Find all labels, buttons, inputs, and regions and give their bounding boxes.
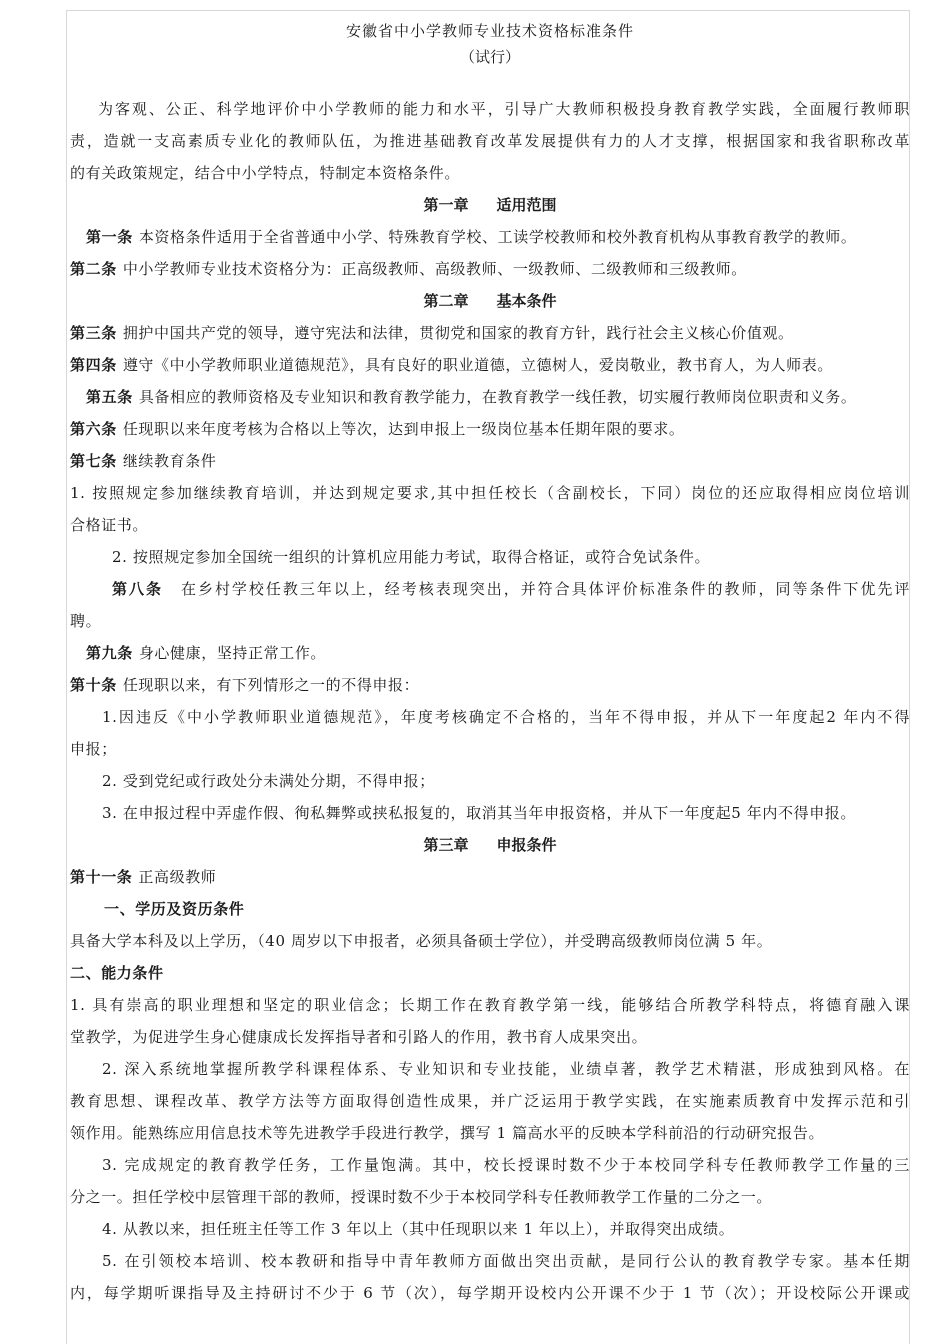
chapter-2-heading xyxy=(70,285,910,317)
capability-2-line-1: 2. 深入系统地掌握所教学科课程体系、专业知识和专业技能，业绩卓著，教学艺术精湛，形成独到风格。在 xyxy=(102,1060,910,1078)
article-6-label: 第六条 xyxy=(70,420,117,438)
article-8-text: 在乡村学校任教三年以上，经考核表现突出，并符合具体评价标准条件的教师，同等条件下优先评 xyxy=(180,580,910,598)
capability-1-line-2: 堂教学，为促进学生身心健康成长发挥指导者和引路人的作用，教书育人成果突出。 xyxy=(70,1028,648,1046)
article-9-label: 第九条 xyxy=(86,644,133,662)
article-7-text: 继续教育条件 xyxy=(122,452,217,470)
article-9 xyxy=(86,637,910,669)
article-11-label: 第十一条 xyxy=(70,868,133,886)
article-11 xyxy=(70,861,910,893)
article-10-label: 第十条 xyxy=(70,676,117,694)
article-1 xyxy=(86,221,910,253)
article-7-item-1-line-2: 合格证书。 xyxy=(70,516,149,534)
article-8-cont: 聘。 xyxy=(70,612,102,630)
document-subtitle: （试行） xyxy=(459,48,520,66)
article-1-label: 第一条 xyxy=(86,228,133,246)
article-7-item-2: 2. 按照规定参加全国统一组织的计算机应用能力考试，取得合格证，或符合免试条件。 xyxy=(112,548,711,566)
article-10 xyxy=(70,669,910,701)
article-5 xyxy=(86,381,910,413)
article-3-label: 第三条 xyxy=(70,324,117,342)
chapter-3-name: 申报条件 xyxy=(496,836,557,854)
chapter-1-heading xyxy=(70,189,910,221)
article-10-item-2: 2. 受到党纪或行政处分未满处分期，不得申报； xyxy=(102,772,435,790)
capability-5-line-1: 5. 在引领校本培训、校本教研和指导中青年教师方面做出突出贡献，是同行公认的教育教学专家。基本任期 xyxy=(102,1252,910,1270)
article-10-item-3: 3. 在申报过程中弄虚作假、徇私舞弊或挟私报复的，取消其当年申报资格，并从下一年度起5 年内不得申报。 xyxy=(102,804,856,822)
article-3-text: 拥护中国共产党的领导，遵守宪法和法律，贯彻党和国家的教育方针，践行社会主义核心价值观。 xyxy=(122,324,794,342)
chapter-2-name: 基本条件 xyxy=(496,292,557,310)
chapter-3-heading xyxy=(70,829,910,861)
article-6 xyxy=(70,413,910,445)
chapter-3-label: 第三章 xyxy=(423,836,469,854)
chapter-2-label: 第二章 xyxy=(423,292,469,310)
capability-2-line-2: 教育思想、课程改革、教学方法等方面取得创造性成果，并广泛运用于教学实践，在实施素质教育中发挥示范和引 xyxy=(70,1092,910,1110)
capability-1-line-1: 1. 具有崇高的职业理想和坚定的职业信念；长期工作在教育教学第一线，能够结合所教学科特点，将德育融入课 xyxy=(70,996,910,1014)
article-5-label: 第五条 xyxy=(86,388,133,406)
article-4-label: 第四条 xyxy=(70,356,117,374)
section-1-heading: 一、学历及资历条件 xyxy=(104,900,245,918)
article-7 xyxy=(70,445,910,477)
article-7-item-1-line-1: 1. 按照规定参加继续教育培训，并达到规定要求,其中担任校长（含副校长，下同）岗位的还应取得相应岗位培训 xyxy=(70,484,910,502)
article-5-text: 具备相应的教师资格及专业知识和教育教学能力，在教育教学一线任教，切实履行教师岗位职责和义务。 xyxy=(138,388,857,406)
capability-3-line-2: 分之一。担任学校中层管理干部的教师，授课时数不少于本校同学科专任教师教学工作量的二分之一。 xyxy=(70,1188,773,1206)
capability-4: 4. 从教以来，担任班主任等工作 3 年以上（其中任现职以来 1 年以上），并取得突出成绩。 xyxy=(102,1220,735,1238)
intro-line-3: 的有关政策规定，结合中小学特点，特制定本资格条件。 xyxy=(70,164,461,182)
article-4 xyxy=(70,349,910,381)
capability-2-line-3: 领作用。能熟练应用信息技术等先进教学手段进行教学，撰写 1 篇高水平的反映本学科前沿的行动研究报告。 xyxy=(70,1124,825,1142)
article-2-label: 第二条 xyxy=(70,260,117,278)
article-10-text: 任现职以来，有下列情形之一的不得申报： xyxy=(122,676,420,694)
article-8-label: 第八条 xyxy=(112,580,163,598)
article-9-text: 身心健康，坚持正常工作。 xyxy=(138,644,327,662)
capability-3-line-1: 3. 完成规定的教育教学任务，工作量饱满。其中，校长授课时数不少于本校同学科专任教师教学工作量的三 xyxy=(102,1156,910,1174)
article-8 xyxy=(112,573,910,605)
article-2-text: 中小学教师专业技术资格分为：正高级教师、高级教师、一级教师、二级教师和三级教师。 xyxy=(122,260,747,278)
chapter-1-label: 第一章 xyxy=(423,196,469,214)
article-10-item-1-line-1: 1.因违反《中小学教师职业道德规范》，年度考核确定不合格的，当年不得申报，并从下一年度起2 年内不得 xyxy=(102,708,910,726)
article-3 xyxy=(70,317,910,349)
document-title: 安徽省中小学教师专业技术资格标准条件 xyxy=(345,22,634,40)
article-11-text: 正高级教师 xyxy=(138,868,217,886)
article-4-text: 遵守《中小学教师职业道德规范》，具有良好的职业道德，立德树人，爱岗敬业，教书育人，为人师表。 xyxy=(122,356,833,374)
section-1-text: 具备大学本科及以上学历，（40 周岁以下申报者，必须具备硕士学位），并受聘高级教师岗位满 5 年。 xyxy=(70,932,773,950)
intro-line-2: 责，造就一支高素质专业化的教师队伍，为推进基础教育改革发展提供有力的人才支撑，根据国家和我省职称改革 xyxy=(70,132,910,150)
article-1-text: 本资格条件适用于全省普通中小学、特殊教育学校、工读学校教师和校外教育机构从事教育教学的教师。 xyxy=(138,228,857,246)
section-2-heading: 二、能力条件 xyxy=(70,964,164,982)
article-10-item-1-line-2: 申报； xyxy=(70,740,117,758)
intro-line-1: 为客观、公正、科学地评价中小学教师的能力和水平，引导广大教师积极投身教育教学实践，全面履行教师职 xyxy=(98,100,910,118)
article-2 xyxy=(70,253,910,285)
article-6-text: 任现职以来年度考核为合格以上等次，达到申报上一级岗位基本任期年限的要求。 xyxy=(122,420,685,438)
chapter-1-name: 适用范围 xyxy=(496,196,557,214)
article-7-label: 第七条 xyxy=(70,452,117,470)
capability-5-line-2: 内，每学期听课指导及主持研讨不少于 6 节（次），每学期开设校内公开课不少于 1 节（次）；开设校际公开课或 xyxy=(70,1284,910,1302)
